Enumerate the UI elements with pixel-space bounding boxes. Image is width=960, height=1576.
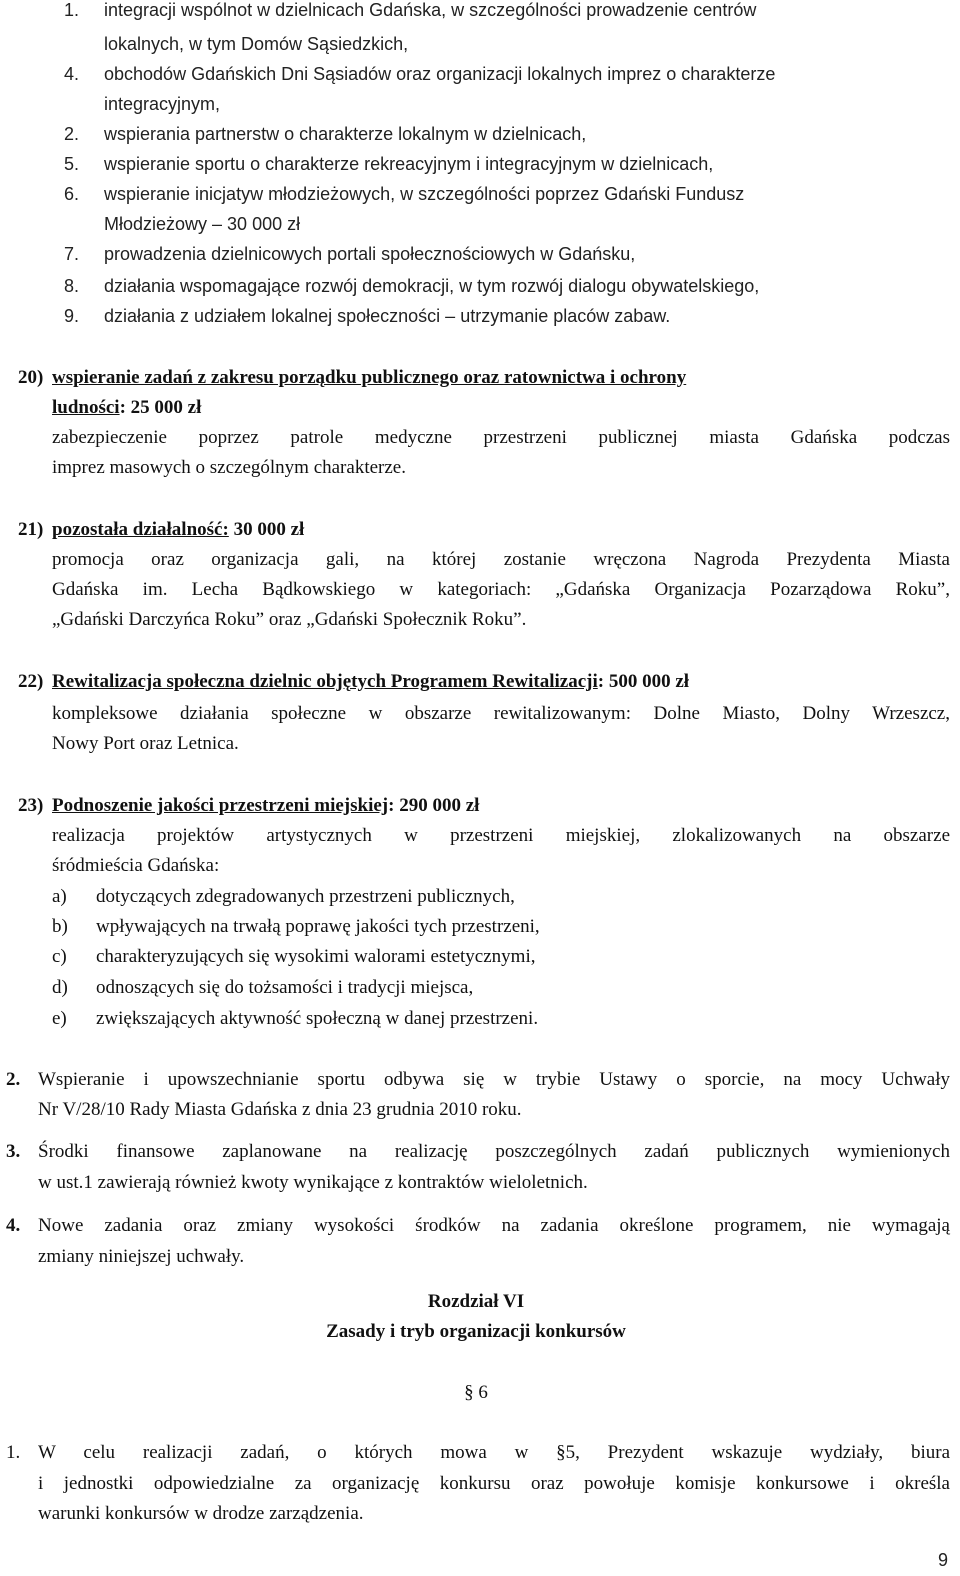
list-number: 4. (64, 64, 80, 84)
section-number: 21) (18, 519, 44, 540)
list-number: 5. (64, 154, 80, 174)
list-item: obchodów Gdańskich Dni Sąsiadów oraz organizacji lokalnych imprez o charakterze (104, 64, 776, 84)
list-number: 6. (64, 184, 80, 204)
paragraph-line: W celu realizacji zadań, o których mowa w §5, Prezydent wskazuje wydziały, biura (38, 1442, 950, 1463)
point-number: 3. (6, 1141, 21, 1162)
list-item: integracji wspólnot w dzielnicach Gdańska, w szczególności prowadzenie centrów (104, 0, 757, 20)
page-number: 9 (938, 1550, 949, 1570)
section-body: realizacja projektów artystycznych w przestrzeni miejskiej, zlokalizowanych na obszarze (52, 825, 950, 846)
point-text: zmiany niniejszej uchwały. (38, 1246, 245, 1267)
section-number: 20) (18, 367, 44, 388)
list-item: działania z udziałem lokalnej społeczności – utrzymanie placów zabaw. (104, 306, 671, 326)
sub-item-letter: d) (52, 977, 68, 998)
list-item: wspieranie sportu o charakterze rekreacyjnym i integracyjnym w dzielnicach, (104, 154, 714, 174)
sub-item: wpływających na trwałą poprawę jakości tych przestrzeni, (96, 916, 540, 937)
section-body: Nowy Port oraz Letnica. (52, 733, 239, 754)
section-body: imprez masowych o szczególnym charakterze. (52, 457, 406, 478)
chapter-title: Rozdział VI (427, 1291, 525, 1312)
list-number: 2. (64, 124, 80, 144)
section-body: Gdańska im. Lecha Bądkowskiego w kategoriach: „Gdańska Organizacja Pozarządowa Roku”, (52, 579, 950, 600)
point-number: 4. (6, 1215, 21, 1236)
section-body: zabezpieczenie poprzez patrole medyczne przestrzeni publicznej miasta Gdańska podczas (52, 427, 950, 448)
point-text: Środki finansowe zaplanowane na realizację poszczególnych zadań publicznych wymienionych (38, 1141, 950, 1162)
section-body: śródmieścia Gdańska: (52, 855, 220, 876)
section-body: kompleksowe działania społeczne w obszarze rewitalizowanym: Dolne Miasto, Dolny Wrzeszcz, (52, 703, 950, 724)
section-symbol: § 6 (464, 1382, 488, 1403)
sub-item: dotyczących zdegradowanych przestrzeni publicznych, (96, 886, 515, 907)
list-number: 7. (64, 244, 80, 264)
list-number: 9. (64, 306, 80, 326)
sub-item-letter: e) (52, 1008, 67, 1029)
section-body: promocja oraz organizacja gali, na której zostanie wręczona Nagroda Prezydenta Miasta (52, 549, 950, 570)
sub-item: odnoszących się do tożsamości i tradycji miejsca, (96, 977, 474, 998)
point-text: w ust.1 zawierają również kwoty wynikające z kontraktów wieloletnich. (38, 1172, 588, 1193)
list-number: 1. (64, 0, 80, 20)
section-title: Rewitalizacja społeczna dzielnic objętych Programem Rewitalizacji (52, 671, 598, 692)
section-amount: 30 000 zł (228, 519, 305, 540)
section-title: wspieranie zadań z zakresu porządku publicznego oraz ratownictwa i ochrony (52, 367, 687, 388)
sub-item: zwiększających aktywność społeczną w danej przestrzeni. (96, 1008, 539, 1029)
section-title-cont: ludności (52, 397, 120, 418)
section-amount: : 25 000 zł (119, 397, 202, 418)
list-item: prowadzenia dzielnicowych portali społecznościowych w Gdańsku, (104, 244, 636, 264)
list-number: 8. (64, 276, 80, 296)
point-text: Wspieranie i upowszechnianie sportu odbywa się w trybie Ustawy o sporcie, na mocy Uchwały (38, 1069, 950, 1090)
sub-item-letter: b) (52, 916, 68, 937)
point-number: 1. (6, 1442, 21, 1463)
section-title: Podnoszenie jakości przestrzeni miejskiej (52, 795, 389, 816)
point-text: Nowe zadania oraz zmiany wysokości środków na zadania określone programem, nie wymagają (38, 1215, 950, 1236)
list-item: Młodzieżowy – 30 000 zł (104, 214, 301, 234)
paragraph-line: i jednostki odpowiedzialne za organizację konkursu oraz powołuje komisje konkursowe i określa (38, 1473, 950, 1494)
list-item: integracyjnym, (104, 94, 221, 114)
point-number: 2. (6, 1069, 21, 1090)
sub-item: charakteryzujących się wysokimi walorami estetycznymi, (96, 946, 536, 967)
sub-item-letter: c) (52, 946, 67, 967)
section-number: 23) (18, 795, 44, 816)
list-item: wspierania partnerstw o charakterze lokalnym w dzielnicach, (104, 124, 587, 144)
section-number: 22) (18, 671, 44, 692)
list-item: działania wspomagające rozwój demokracji, w tym rozwój dialogu obywatelskiego, (104, 276, 760, 296)
sub-item-letter: a) (52, 886, 67, 907)
section-title: pozostała działalność: (52, 519, 229, 540)
chapter-subtitle: Zasady i tryb organizacji konkursów (326, 1321, 626, 1342)
section-amount: : 290 000 zł (388, 795, 480, 816)
section-body: „Gdański Darczyńca Roku” oraz „Gdański Społecznik Roku”. (52, 609, 527, 630)
list-item: lokalnych, w tym Domów Sąsiedzkich, (104, 34, 409, 54)
list-item: wspieranie inicjatyw młodzieżowych, w szczególności poprzez Gdański Fundusz (104, 184, 745, 204)
section-amount: : 500 000 zł (597, 671, 690, 692)
paragraph-line: warunki konkursów w drodze zarządzenia. (38, 1503, 364, 1524)
point-text: Nr V/28/10 Rady Miasta Gdańska z dnia 23 grudnia 2010 roku. (38, 1099, 522, 1120)
